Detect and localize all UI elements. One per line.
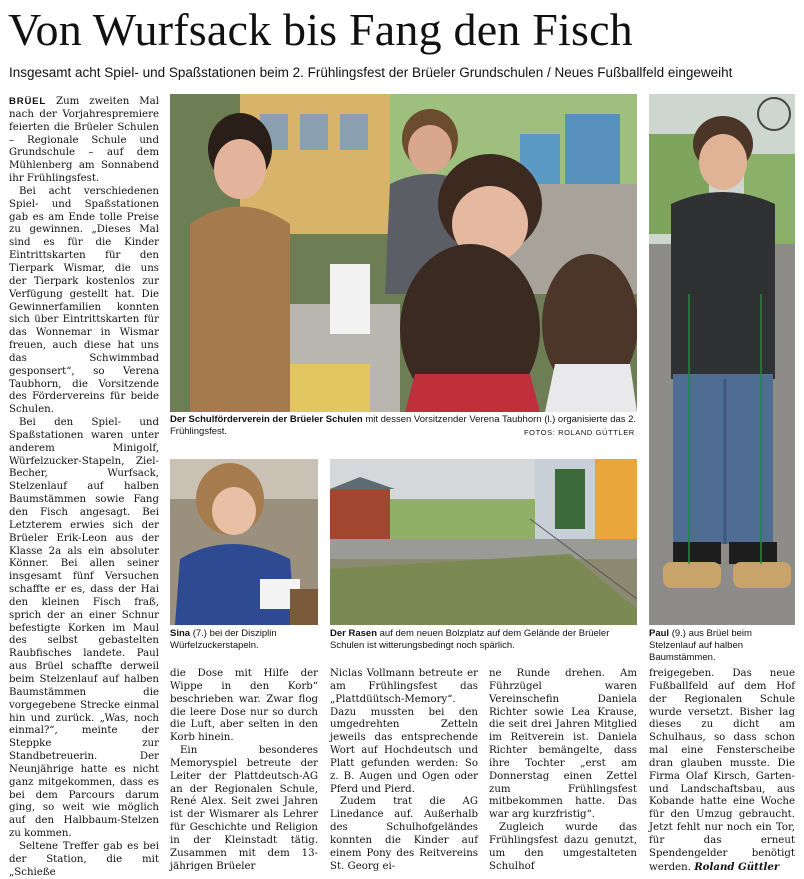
photo-rasen [330, 459, 637, 625]
caption-main: Der Schulförderverein der Brüeler Schulen mit dessen Vorsitzender Verena Taubhorn (l.) organisierte das 2. Frühlingsfest. [170, 414, 637, 437]
article-column-4 [489, 668, 637, 874]
caption-sina: Sina (7.) bei der Disziplin Würfelzuckerstapeln. [170, 628, 277, 651]
photo-foerderverein [170, 94, 637, 412]
article-column-1 [9, 96, 159, 879]
paragraph: Niclas Vollmann betreute er am Frühlingsfest das „Plattdüütsch-Memory“. Dazu mussten bei den umgedrehten Zetteln jeweils das entsprechende Wort auf Hochdeutsch und Platt gefunden werden: So z. B. Augen und Ogen oder Pferd und Pierd. [330, 668, 478, 795]
caption-rasen: Der Rasen auf dem neuen Bolzplatz auf dem Gelände der Brüeler Schulen ist witterungsbedingt noch spärlich. [330, 628, 610, 651]
dateline: BRÜEL [9, 96, 47, 107]
caption-paul: Paul (9.) aus Brüel beim Stelzenlauf auf halben Baumstämmen. [649, 628, 752, 663]
paragraph: freigegeben. Das neue Fußballfeld auf dem Hof der Regionalen Schule wurde versetzt. Bisher lag dieses zu dicht am Schulhaus, so dass schon mal eine Fensterscheibe dran glauben musste. Die Firma Olaf Kirsch, Garten- und Landschaftsbau, aus Kobande hatte eine Woche für den Umzug gebraucht. Jetzt fehlt nur noch ein Tor, für das erneut Spendengelder benötigt werden. [649, 668, 795, 873]
headline: Von Wurfsack bis Fang den Fisch [8, 4, 633, 55]
photo-sina [170, 459, 318, 625]
paragraph: Bei acht verschiedenen Spiel- und Spaßstationen gab es am Ende tolle Preise zu gewinnen. „Dieses Mal sind es für die Kinder Eintrittskarten für den Tierpark Wismar, die uns der Tierpark kostenlos zur Verfügung gestellt hat. Die Gewinnerfamilien konnten sich über Eintrittskarten für das Wonnemar in Wismar freuen, auch diese hat uns das Schwimmbad gesponsert“, so Verena Taubhorn, die Vorsitzende des Fördervereins für beide Schulen. [9, 185, 159, 416]
paragraph: Seltene Treffer gab es bei der Station, die mit „Schieße [9, 840, 159, 878]
article-column-5 [649, 668, 795, 875]
photo-image [330, 459, 637, 625]
photo-credit: FOTOS: ROLAND GÜTTLER [524, 428, 635, 437]
author: Roland Güttler [694, 860, 780, 873]
paragraph: Bei den Spiel- und Spaßstationen waren unter anderem Minigolf, Würfelzucker-Stapeln, Ziel-Becher, Wurfsack, Stelzenlauf auf halben Baumstämmen sowie Fang den Fisch angesagt. Bei Letzterem erwies sich der Brüeler Erik-Leon aus der Klasse 2a als ein absoluter Könner. Bei allen seiner insgesamt fünf Versuchen schaffte er es, dass der Hai den kleinen Fisch fraß, sprich der an einer Schnur befestigte Korken im Maul des selbst gebastelten Raubfisches landete. Paul aus Brüel schaffte derweil beim Stelzenlauf auf halben Baumstämmen die vorgegebene Strecke einmal hin und zurück. „Was, noch einmal?“, meinte der Steppke zur Standbetreuerin. Der Neunjährige hatte es nicht ganz mitgekommen, dass es bei dem Parcours darum ging, so weit wie möglich auf den Halbbaum-Stelzen zu kommen. [9, 417, 159, 840]
photo-image [649, 94, 795, 625]
article-column-2 [170, 668, 318, 874]
article-column-3 [330, 668, 478, 874]
paragraph: Ein besonderes Memoryspiel betreute der Leiter der Plattdeutsch-AG an der Regionalen Schule, René Alex. Seit zwei Jahren ist der Wismarer als Lehrer für Geschichte und Religion in der Kleinstadt tätig. Zusammen mit dem 13-jährigen Brüeler [170, 745, 318, 872]
paragraph: die Dose mit Hilfe der Wippe in den Korb“ beschrieben war. Zwar flog die leere Dose nur so durch die Luft, aber selten in den Korb hinein. [170, 668, 318, 744]
photo-paul [649, 94, 795, 625]
paragraph: Zugleich wurde das Frühlingsfest dazu genutzt, um den umgestalteten Schulhof [489, 822, 637, 872]
subtitle: Insgesamt acht Spiel- und Spaßstationen beim 2. Frühlingsfest der Brüeler Grundschulen / Neues Fußballfeld eingeweiht [9, 65, 733, 80]
paragraph: Zum zweiten Mal nach der Vorjahrespremiere feierten die Brüeler Schulen – Regionale Schule und Grundschule – auf dem Mühlenberg am Sonnabend ihr Frühlingsfest. [9, 96, 159, 185]
photo-image [170, 94, 637, 412]
photo-image [170, 459, 318, 625]
paragraph: Zudem trat die AG Linedance auf. Außerhalb des Schulhofgeländes konnten die Kinder auf einem Pony des Reitvereins St. Georg ei- [330, 796, 478, 872]
paragraph: ne Runde drehen. Am Führzügel waren Vereinschefin Daniela Richter sowie Lea Krause, die seit drei Jahren Mitglied im Reitverein ist. Daniela Richter bemängelte, dass ihre Tochter „erst am Donnerstag einen Zettel zum Frühlingsfest mitbekommen hatte. Das war arg kurzfristig“. [489, 668, 637, 821]
